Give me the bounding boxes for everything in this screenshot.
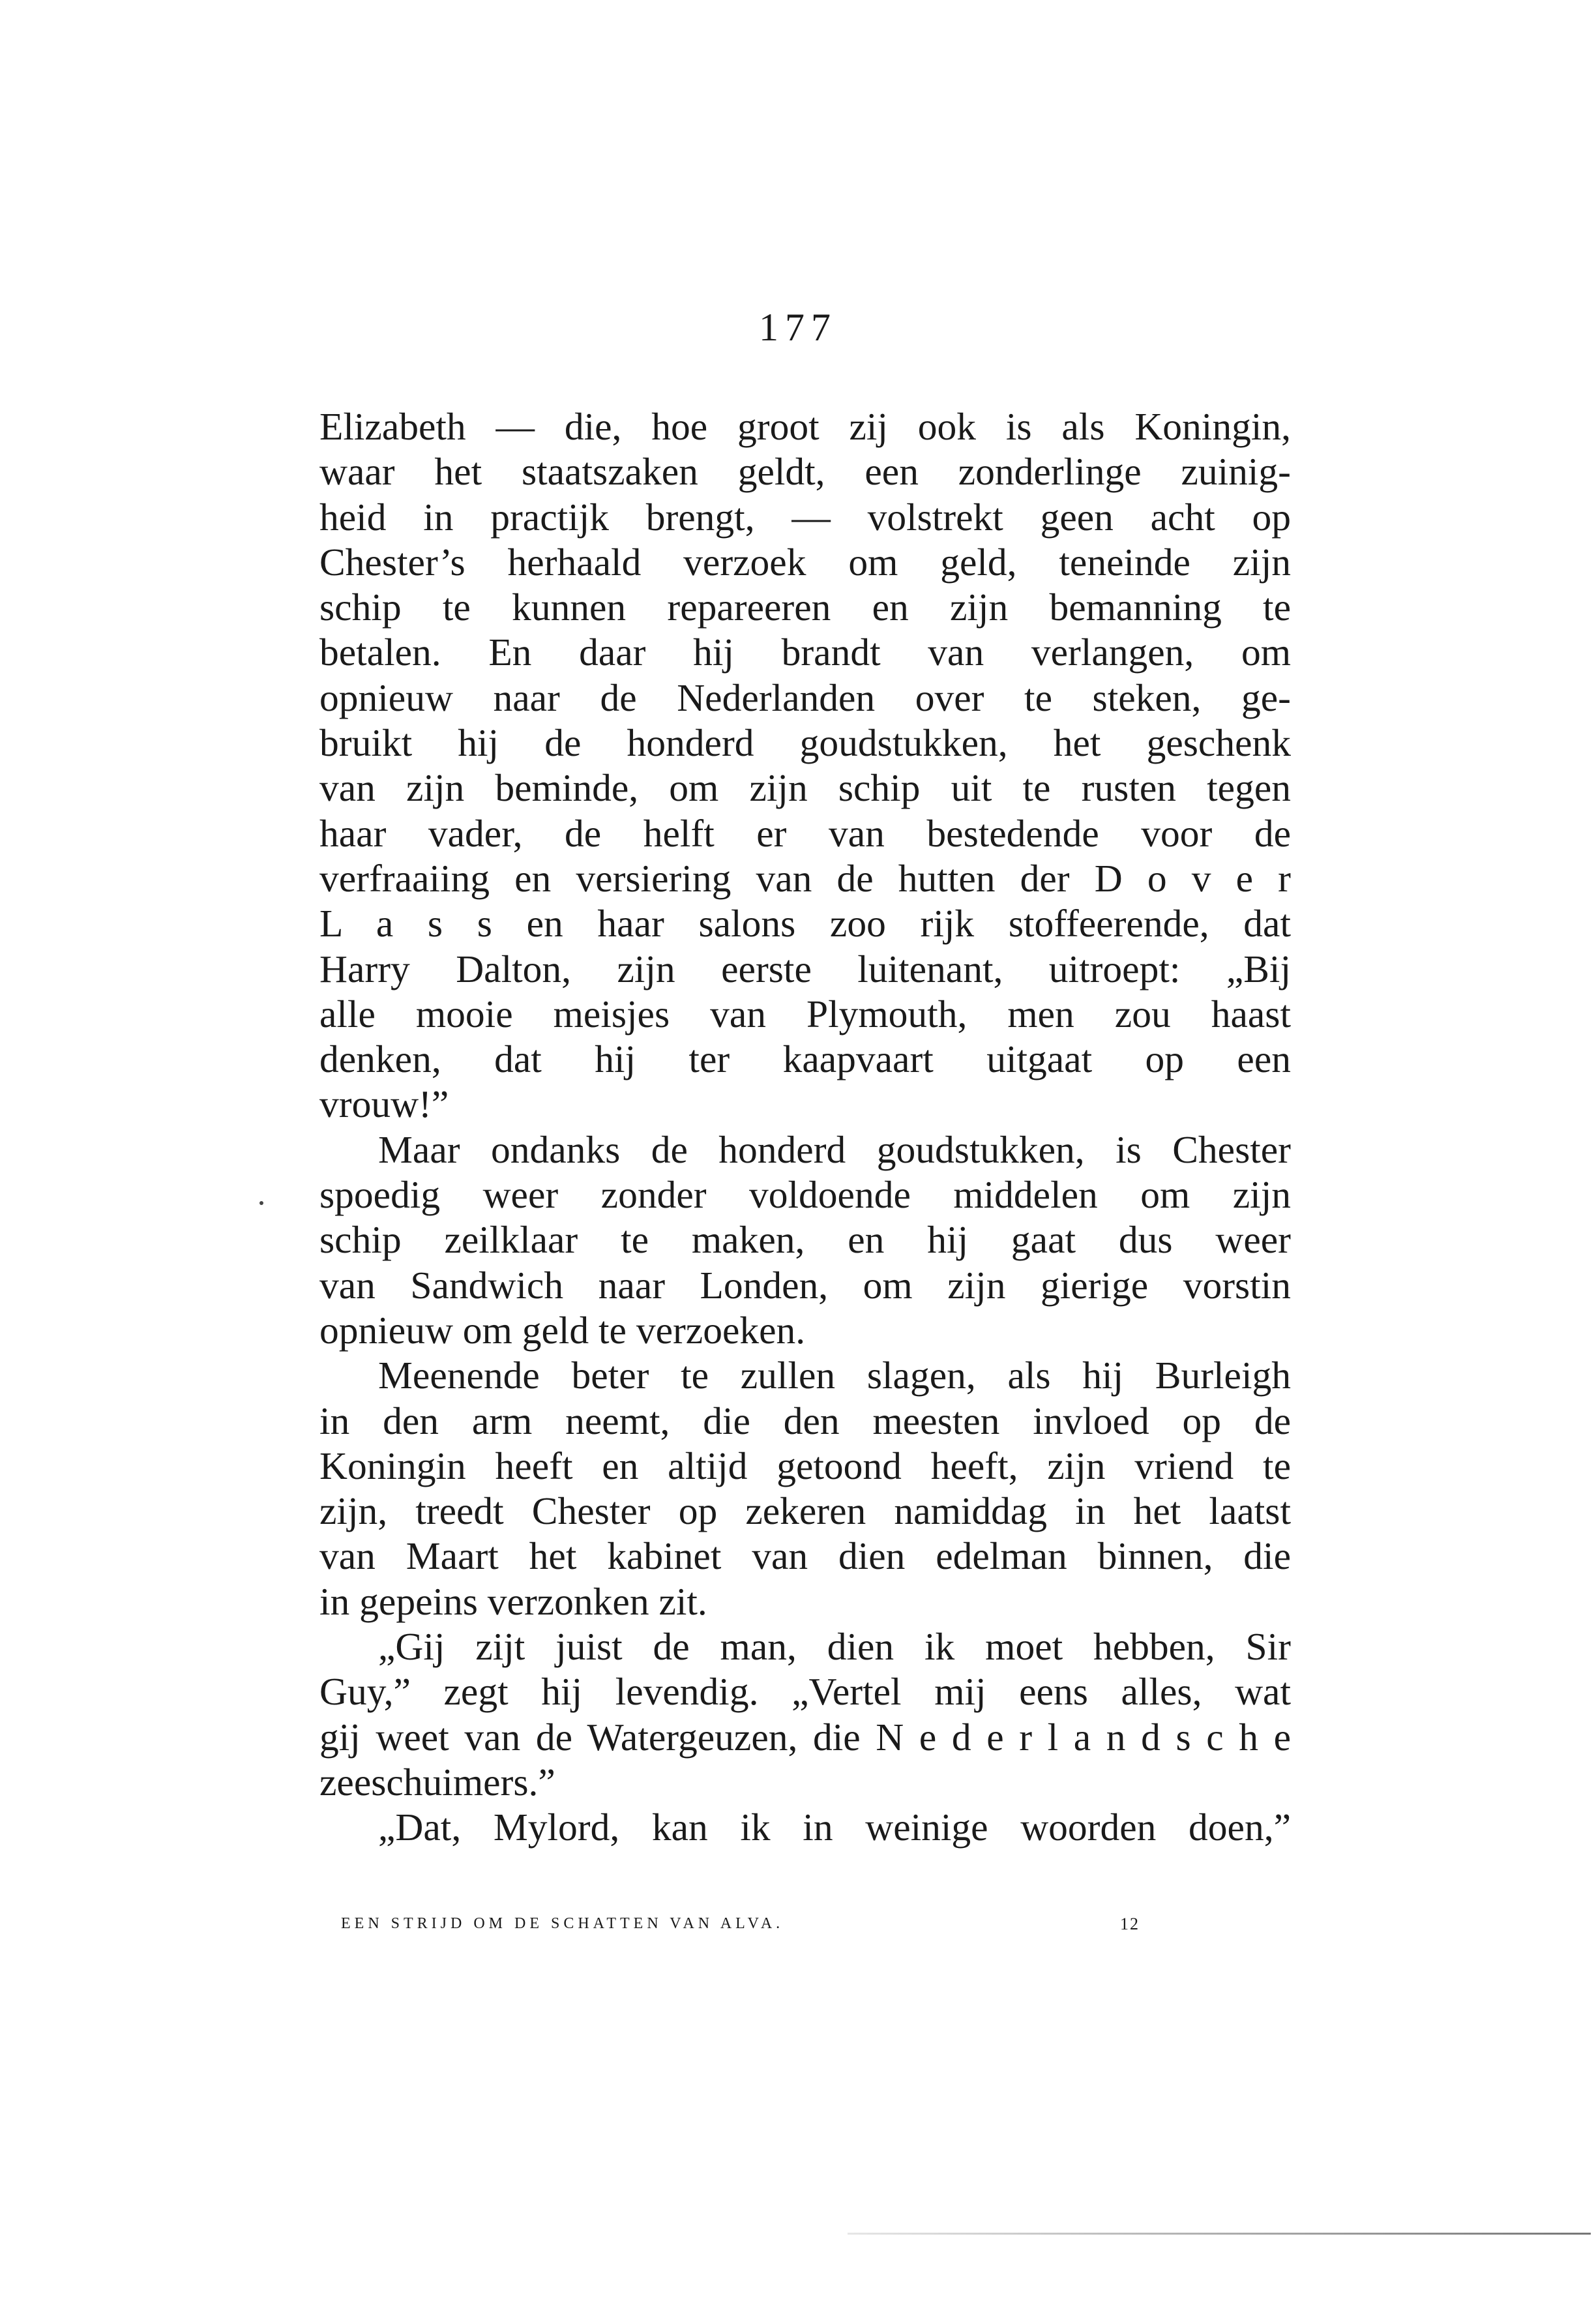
text-line: bruikt hij de honderd goudstukken, het geschenk: [319, 721, 1291, 765]
text-line: „Dat, Mylord, kan ik in weinige woorden doen,”: [378, 1806, 1291, 1849]
scan-edge-line: [848, 2233, 1591, 2235]
text-line: zeeschuimers.”: [319, 1760, 555, 1804]
text-line: Maar ondanks de honderd goudstukken, is Chester: [378, 1127, 1291, 1171]
text-line: Harry Dalton, zijn eerste luitenant, uitroept: „Bij: [319, 947, 1291, 990]
text-line: Meenende beter te zullen slagen, als hij Burleigh: [378, 1354, 1291, 1397]
text-line: heid in practijk brengt, — volstrekt geen acht op: [319, 495, 1291, 539]
text-line: opnieuw om geld te verzoeken.: [319, 1308, 806, 1352]
page-footer: [341, 1916, 1189, 1931]
text-line: schip te kunnen repareeren en zijn bemanning te: [319, 586, 1291, 629]
signature-mark: 12: [1120, 1914, 1140, 1933]
text-line: denken, dat hij ter kaapvaart uitgaat op een: [319, 1037, 1291, 1081]
text-line: schip zeilklaar te maken, en hij gaat dus weer: [319, 1218, 1291, 1262]
running-title: EEN STRIJD OM DE SCHATTEN VAN ALVA.: [341, 1915, 784, 1932]
text-line: zijn, treedt Chester op zekeren namiddag in het laatst: [319, 1489, 1291, 1533]
text-line: Koningin heeft en altijd getoond heeft, zijn vriend te: [319, 1444, 1291, 1487]
body-text: [319, 404, 1291, 1851]
text-line: waar het staatszaken geldt, een zonderlinge zuinig-: [319, 450, 1291, 494]
text-line: Guy,” zegt hij levendig. „Vertel mij eens alles, wat: [319, 1670, 1291, 1714]
text-line: betalen. En daar hij brandt van verlangen, om: [319, 631, 1291, 674]
text-line: vrouw!”: [319, 1082, 449, 1126]
text-line: spoedig weer zonder voldoende middelen om zijn: [319, 1173, 1291, 1217]
text-line: L a s s en haar salons zoo rijk stoffeerende, dat: [319, 902, 1291, 945]
text-line: van Maart het kabinet van dien edelman binnen, die: [319, 1534, 1291, 1578]
text-line: opnieuw naar de Nederlanden over te steken, ge-: [319, 676, 1291, 719]
text-line: gij weet van de Watergeuzen, die N e d e r l a n d s c h e: [319, 1715, 1291, 1759]
text-line: in gepeins verzonken zit.: [319, 1579, 707, 1623]
text-line: verfraaiing en versiering van de hutten der D o v e r: [319, 856, 1291, 900]
page-number: 177: [759, 306, 837, 349]
text-line: Chester’s herhaald verzoek om geld, teneinde zijn: [319, 540, 1291, 584]
text-line: haar vader, de helft er van bestedende voor de: [319, 811, 1291, 855]
text-line: „Gij zijt juist de man, dien ik moet hebben, Sir: [378, 1625, 1291, 1669]
text-line: Elizabeth — die, hoe groot zij ook is als Koningin,: [319, 405, 1291, 448]
text-line: in den arm neemt, die den meesten invloed op de: [319, 1399, 1291, 1442]
text-line: van Sandwich naar Londen, om zijn gierige vorstin: [319, 1263, 1291, 1307]
scan-speck: [259, 1201, 263, 1205]
text-line: van zijn beminde, om zijn schip uit te rusten tegen: [319, 766, 1291, 810]
text-line: alle mooie meisjes van Plymouth, men zou haast: [319, 992, 1291, 1035]
